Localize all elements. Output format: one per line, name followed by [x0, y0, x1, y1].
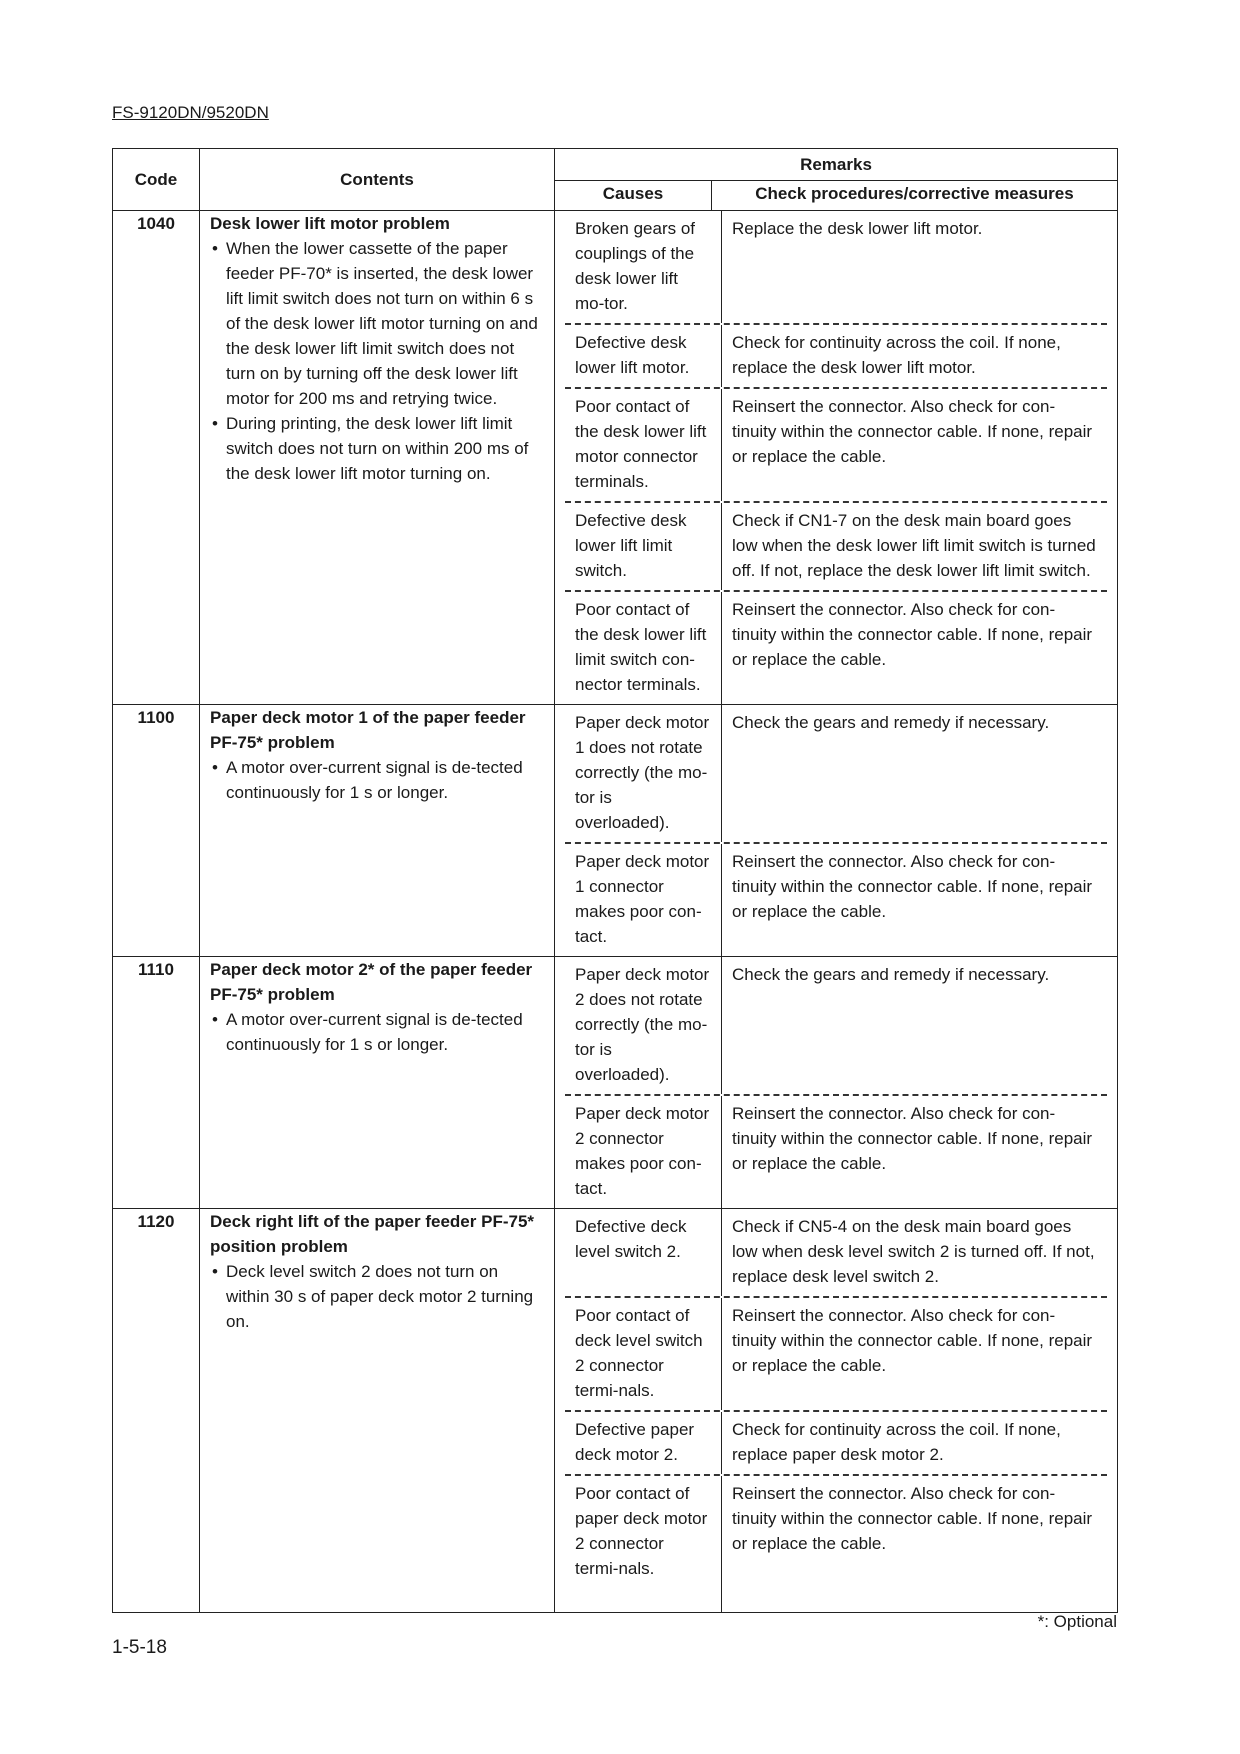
measure-text: Reinsert the connector. Also check for con-tinuity within the connector cable. If none, repair or replace the cable.: [732, 1104, 1093, 1173]
table-row: [113, 1209, 1118, 1613]
measure-text: Replace the desk lower lift motor.: [732, 219, 983, 238]
column-header-code: Code: [113, 149, 200, 211]
measure-text: Reinsert the connector. Also check for con-tinuity within the connector cable. If none, repair or replace the cable.: [732, 397, 1093, 466]
error-title: Desk lower lift motor problem: [210, 214, 450, 233]
cause-text: Defective paper deck motor 2.: [565, 1412, 722, 1474]
cause-text: Defective desk lower lift motor.: [565, 325, 722, 387]
measure-text: Reinsert the connector. Also check for con-tinuity within the connector cable. If none, repair or replace the cable.: [732, 600, 1093, 669]
error-title: Paper deck motor 2* of the paper feeder PF-75* problem: [210, 960, 533, 1004]
measure-text: Reinsert the connector. Also check for con-tinuity within the connector cable. If none, repair or replace the cable.: [732, 1306, 1093, 1375]
error-contents: [200, 957, 555, 1209]
cause-text: Paper deck motor 2 does not rotate correctly (the mo-tor is overloaded).: [565, 957, 722, 1094]
remarks-cell: [555, 705, 1118, 957]
remark-entry: [565, 1474, 1107, 1612]
measure-text: Check for continuity across the coil. If none, replace the desk lower lift motor.: [732, 333, 1061, 377]
error-contents: [200, 705, 555, 957]
error-title: Deck right lift of the paper feeder PF-75* position problem: [210, 1212, 535, 1256]
footnote: *: Optional: [1037, 1612, 1117, 1631]
cause-text: Paper deck motor 2 connector makes poor con-tact.: [565, 1096, 722, 1208]
measure-text: Reinsert the connector. Also check for con-tinuity within the connector cable. If none, repair or replace the cable.: [732, 1484, 1093, 1553]
table-row: [113, 705, 1118, 957]
remark-entry: [565, 387, 1107, 501]
measure-text: Check if CN1-7 on the desk main board goes low when the desk lower lift limit switch is turned off. If not, replace the desk lower lift limit switch.: [732, 511, 1096, 580]
cause-text: Poor contact of the desk lower lift motor connector terminals.: [565, 389, 722, 501]
remark-entry: [565, 1410, 1107, 1474]
condition-item: • Deck level switch 2 does not turn on within 30 s of paper deck motor 2 turning on.: [210, 1259, 544, 1334]
cause-text: Paper deck motor 1 connector makes poor con-tact.: [565, 844, 722, 956]
error-code: 1120: [113, 1209, 200, 1613]
cause-text: Broken gears of couplings of the desk lower lift mo-tor.: [565, 211, 722, 323]
condition-item: • During printing, the desk lower lift limit switch does not turn on within 200 ms of the desk lower lift motor turning on.: [210, 411, 544, 486]
column-header-check: Check procedures/corrective measures: [755, 184, 1074, 203]
remark-entry: [565, 1209, 1107, 1296]
remarks-cell: [555, 957, 1118, 1209]
remark-entry: [565, 211, 1107, 323]
table-row: [113, 211, 1118, 705]
remark-entry: [565, 842, 1107, 956]
error-code: 1040: [113, 211, 200, 705]
remark-entry: [565, 501, 1107, 590]
table-row: [113, 957, 1118, 1209]
document-header: FS-9120DN/9520DN: [112, 103, 269, 122]
condition-list: [210, 1007, 544, 1057]
remark-entry: [565, 1094, 1107, 1208]
cause-text: Defective deck level switch 2.: [565, 1209, 722, 1296]
cause-text: Poor contact of deck level switch 2 connector termi-nals.: [565, 1298, 722, 1410]
error-code-table: [112, 148, 1118, 1613]
measure-text: Reinsert the connector. Also check for con-tinuity within the connector cable. If none, repair or replace the cable.: [732, 852, 1093, 921]
remark-entry: [565, 705, 1107, 842]
remark-entry: [565, 590, 1107, 704]
remarks-cell: [555, 211, 1118, 705]
cause-text: Poor contact of the desk lower lift limit switch con-nector terminals.: [565, 592, 722, 704]
remarks-subheader: [555, 181, 1118, 211]
cause-text: Paper deck motor 1 does not rotate correctly (the mo-tor is overloaded).: [565, 705, 722, 842]
remark-entry: [565, 1296, 1107, 1410]
table-body: [113, 211, 1118, 1613]
condition-item: • When the lower cassette of the paper feeder PF-70* is inserted, the desk lower lift limit switch does not turn on within 6 s of the desk lower lift motor turning on and the desk lower lift limit switch does not turn on by turning off the desk lower lift motor for 200 ms and retrying twice.: [210, 236, 544, 411]
column-header-causes: Causes: [555, 181, 712, 210]
measure-text: Check the gears and remedy if necessary.: [732, 713, 1050, 732]
condition-list: [210, 755, 544, 805]
remark-entry: [565, 323, 1107, 387]
error-contents: [200, 1209, 555, 1613]
error-title: Paper deck motor 1 of the paper feeder PF-75* problem: [210, 708, 526, 752]
measure-text: Check if CN5-4 on the desk main board goes low when desk level switch 2 is turned off. If not, replace desk level switch 2.: [732, 1217, 1095, 1286]
page-number: 1-5-18: [112, 1637, 167, 1658]
cause-text: Poor contact of paper deck motor 2 connector termi-nals.: [565, 1476, 722, 1612]
remarks-cell: [555, 1209, 1118, 1613]
column-header-remarks: Remarks: [555, 149, 1118, 181]
column-header-contents: Contents: [200, 149, 555, 211]
measure-text: Check the gears and remedy if necessary.: [732, 965, 1050, 984]
error-code: 1100: [113, 705, 200, 957]
error-contents: [200, 211, 555, 705]
measure-text: Check for continuity across the coil. If none, replace paper desk motor 2.: [732, 1420, 1061, 1464]
condition-list: [210, 236, 544, 486]
condition-item: • A motor over-current signal is de-tected continuously for 1 s or longer.: [210, 1007, 544, 1057]
condition-list: [210, 1259, 544, 1334]
cause-text: Defective desk lower lift limit switch.: [565, 503, 722, 590]
error-code: 1110: [113, 957, 200, 1209]
condition-item: • A motor over-current signal is de-tected continuously for 1 s or longer.: [210, 755, 544, 805]
remark-entry: [565, 957, 1107, 1094]
